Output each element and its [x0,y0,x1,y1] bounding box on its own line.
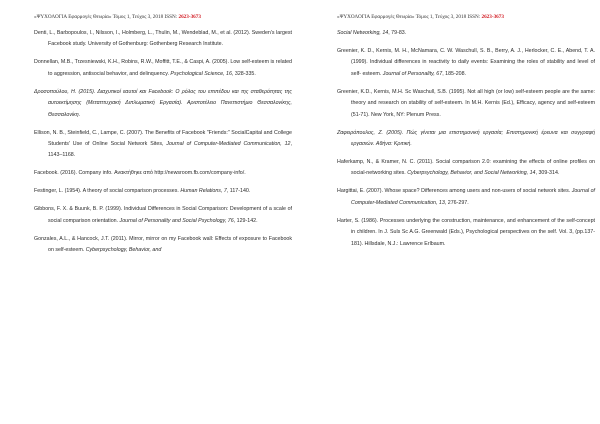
reference-entry: Haferkamp, N., & Kramer, N. C. (2011). Social comparison 2.0: examining the effects of online profiles on social-networking sites. Cyberpsychology, Behavior, and Social Networking, 14, 309-314. [337,159,595,177]
volume-info: Τόμος 1, Τεύχος 3, 2018 [415,14,467,20]
reference-entry: Ellison, N. B., Steinfield, C., Lampe, C. (2007). The Benefits of Facebook "Friends:" SocialCapital and College Students' Use of Online Social Network Sites, Journal of Computer-Mediated Communication, 12, 1143–1168. [34,129,292,159]
reference-entry: Gonzales, A.L., & Hancock, J.T. (2011). Mirror, mirror on my Facebook wall: Effects of exposure to Facebook on self-esteem. Cyberpsychology, Behavior, and [34,235,292,254]
reference-list-left [34,28,292,257]
issn-label: ISSN: [467,14,481,20]
issn-number: 2623-3673 [481,14,504,20]
reference-entry: Gibbons, F. X. & Buunk, B. P. (1999). Individual Differences in Social Comparison: Development of a scale of social comparison orientation. Journal of Personality and Social Psychology, 76, 129-142. [34,206,292,224]
issn-label: ISSN: [164,14,178,20]
reference-entry: Donnellan, M.B., Trzesniewski, K.H., Robins, R.W., Moffitt, T.E., & Caspi, A. (2005). Low self-esteem is related to aggression, antisocial behavior, and delinquency. Psychological Science, 16, 328-335. [34,59,292,77]
journal-title: «ΨΥΧΟΛΟΓΙΑ Εφαρμογές Θεωρία» [337,14,415,20]
journal-title: «ΨΥΧΟΛΟΓΙΑ Εφαρμογές Θεωρία» [34,14,112,20]
reference-entry: Harter, S. (1986). Processes underlying the construction, maintenance, and enhancement of the self-concept in children. In J. Suls Sc A.G. Greenwald (Eds.), Psychological perspectives on the self. Vol. 3, (pp.137-181). Hillsdale, N.J.: Lawrence Erlbaum. [337,217,595,247]
reference-entry: Facebook. (2016). Company info. Ανακτήθηκε από http://newsroom.fb.com/company-info/. [34,170,246,177]
reference-list-right [337,28,595,250]
reference-entry: Social Networking, 14, 79-83. [337,30,407,36]
reference-entry: Festinger, L. (1954). A theory of social comparison processes. Human Relations, 7, 117-140. [34,188,251,195]
left-column [34,14,292,263]
reference-entry: Denti, L., Barbopoulos, I., Nilsson, I., Holmberg, L., Thulin, M., Wendeblad, M., et al. (2012). Sweden's largest Facebook study. University of Gothenburg: Gothenberg Research Institute. [34,30,292,48]
running-head-left [34,14,292,21]
running-head-right [337,14,595,21]
right-column [337,14,595,257]
reference-entry: Δροσοπούλου, Η. (2015). Διαχυτικοί εαυτοί και Facebook: Ο ρόλος του επιπέδου και της σταθερότητας της αυτοεκτίμησης (Μεταπτυχιακή Διπλωματική Εργασία). Αριστοτέλειο Πανεπιστήμιο Θεσσαλονίκης, Θεσσαλονίκη. [34,88,292,118]
reference-entry: Ζαφειρόπουλος, Ζ. (2005). Πώς γίνεται μια επιστημονική εργασία; Επιστημονική έρευνα και συγγραφή εργασιών. Αθήνα: Κριτική. [337,129,595,148]
reference-entry: Greenier, K. D., Kernis, M. H., McNamara, C. W. Waschull, S. B., Berry, A. J., Herlocker, C. E., Abend, T. A. (1999). Individual differences in reactivity to daily events: Examining the roles of stability and level of self- esteem. Journal of Personality, 67, 185-208. [337,48,595,77]
reference-entry: Greenier, K.D., Kernis, M.H. Sc Waschull, S.B. (1995). Not all high (or low) self-esteem people are the same: theory and research on stability of self-esteem. In M.H. Kernis (Ed.), Efficacy, agency and self-esteem (51-71). New York, NY: Plenum Press. [337,88,595,118]
reference-entry: Hargittai, E. (2007). Whose space? Differences among users and non-users of social network sites. Journal of Computer-Mediated Communication, 13, 276-297. [337,188,595,206]
issn-number: 2623-3673 [178,14,201,20]
volume-info: Τόμος 1, Τεύχος 3, 2018 [112,14,164,20]
